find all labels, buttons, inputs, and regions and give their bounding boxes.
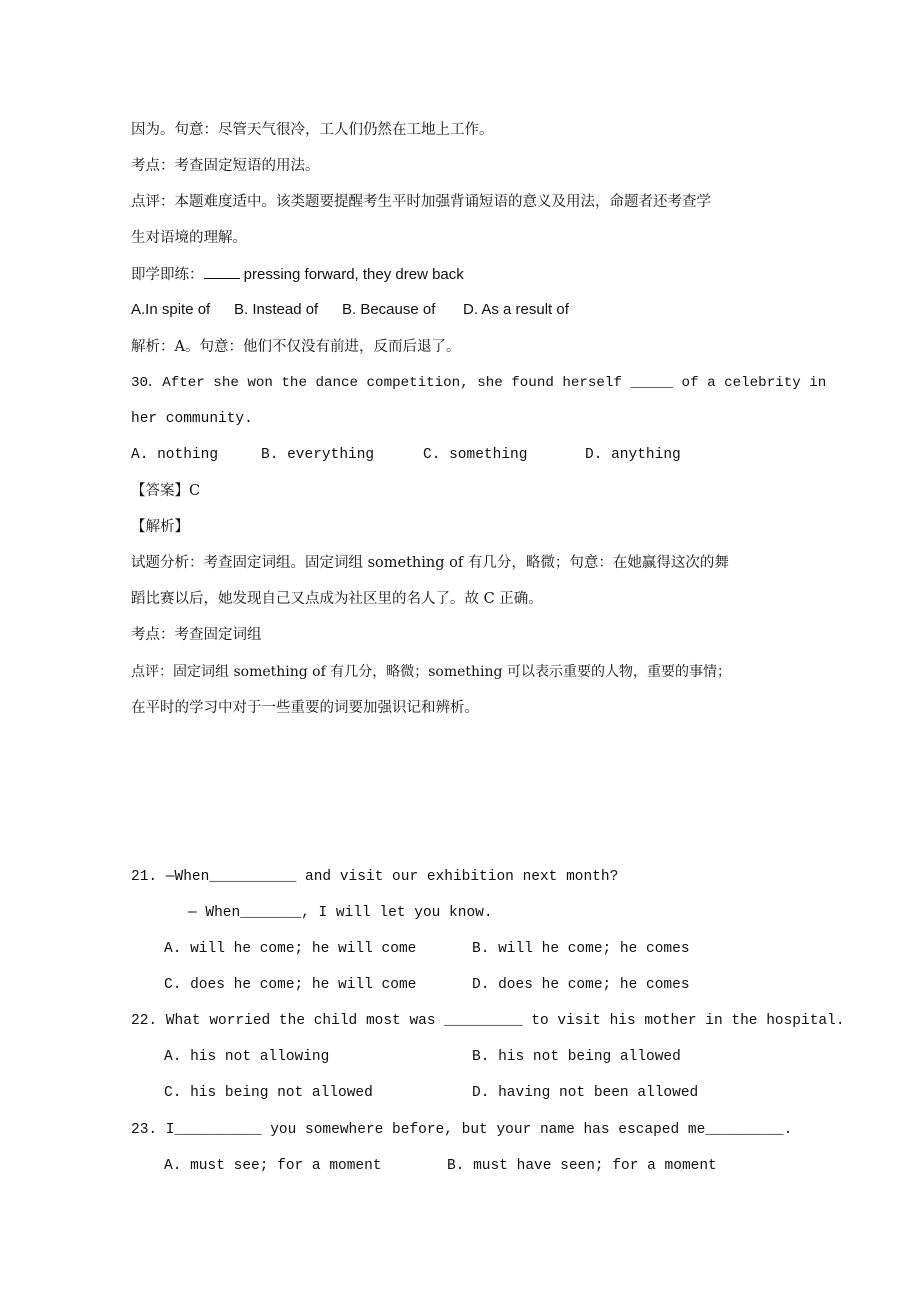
text-line: 点评：固定词组 something of 有几分，略微；something 可以表示重要的人物，重要的事情； xyxy=(131,664,731,680)
analysis-header: 【解析】 xyxy=(131,519,189,535)
option: C. his being not allowed xyxy=(164,1085,373,1101)
option: B. Instead of xyxy=(234,301,319,318)
text-line: 试题分析：考查固定词组。固定词组 something of 有几分，略微；句意：在她赢得这次的舞 xyxy=(131,555,729,571)
text-line: 点评：本题难度适中。该类题要提醒考生平时加强背诵短语的意义及用法，命题者还考查学 xyxy=(131,194,711,210)
practice-text: pressing forward, they drew back xyxy=(239,266,464,283)
option: B. will he come; he comes xyxy=(472,941,690,957)
option: B. his not being allowed xyxy=(472,1049,681,1065)
option: D. As a result of xyxy=(463,301,569,318)
question-21: 21. —When__________ and visit our exhibition next month? xyxy=(131,869,619,885)
text-line: 蹈比赛以后，她发现自己又点成为社区里的名人了。故 C 正确。 xyxy=(131,591,543,607)
option: D. anything xyxy=(585,447,681,463)
option: D. does he come; he comes xyxy=(472,977,690,993)
text-line: 因为。句意：尽管天气很冷，工人们仍然在工地上工作。 xyxy=(131,122,494,138)
option: A. must see; for a moment xyxy=(164,1158,382,1174)
option: A. nothing xyxy=(131,447,219,463)
option: C. something xyxy=(423,447,528,463)
text-line: 解析：A。句意：他们不仅没有前进，反而后退了。 xyxy=(131,339,461,355)
option: A. will he come; he will come xyxy=(164,941,417,957)
option: B. everything xyxy=(261,447,375,463)
text-line: 考点：考查固定短语的用法。 xyxy=(131,158,320,174)
option: B. must have seen; for a moment xyxy=(447,1158,717,1174)
option: A. his not allowing xyxy=(164,1049,330,1065)
option: A.In spite of xyxy=(131,301,211,318)
option: C. does he come; he will come xyxy=(164,977,417,993)
question-22: 22. What worried the child most was _________ to visit his mother in the hospital. xyxy=(131,1013,845,1029)
question-30: 30．After she won the dance competition, she found herself _____ of a celebrity in xyxy=(131,375,827,391)
option: D. having not been allowed xyxy=(472,1085,699,1101)
answer: 【答案】C xyxy=(131,483,201,499)
text-line: 生对语境的理解。 xyxy=(131,230,247,246)
question-21-reply: — When_______, I will let you know. xyxy=(188,905,493,921)
text-line: 在平时的学习中对于一些重要的词要加强识记和辨析。 xyxy=(131,700,479,716)
option: B. Because of xyxy=(342,301,436,318)
practice-line xyxy=(131,264,464,285)
text-line: 考点：考查固定词组 xyxy=(131,627,262,643)
blank xyxy=(204,264,240,279)
practice-label: 即学即练： xyxy=(131,267,204,283)
question-23: 23. I__________ you somewhere before, but your name has escaped me_________. xyxy=(131,1122,793,1138)
question-30-cont: her community. xyxy=(131,411,253,427)
